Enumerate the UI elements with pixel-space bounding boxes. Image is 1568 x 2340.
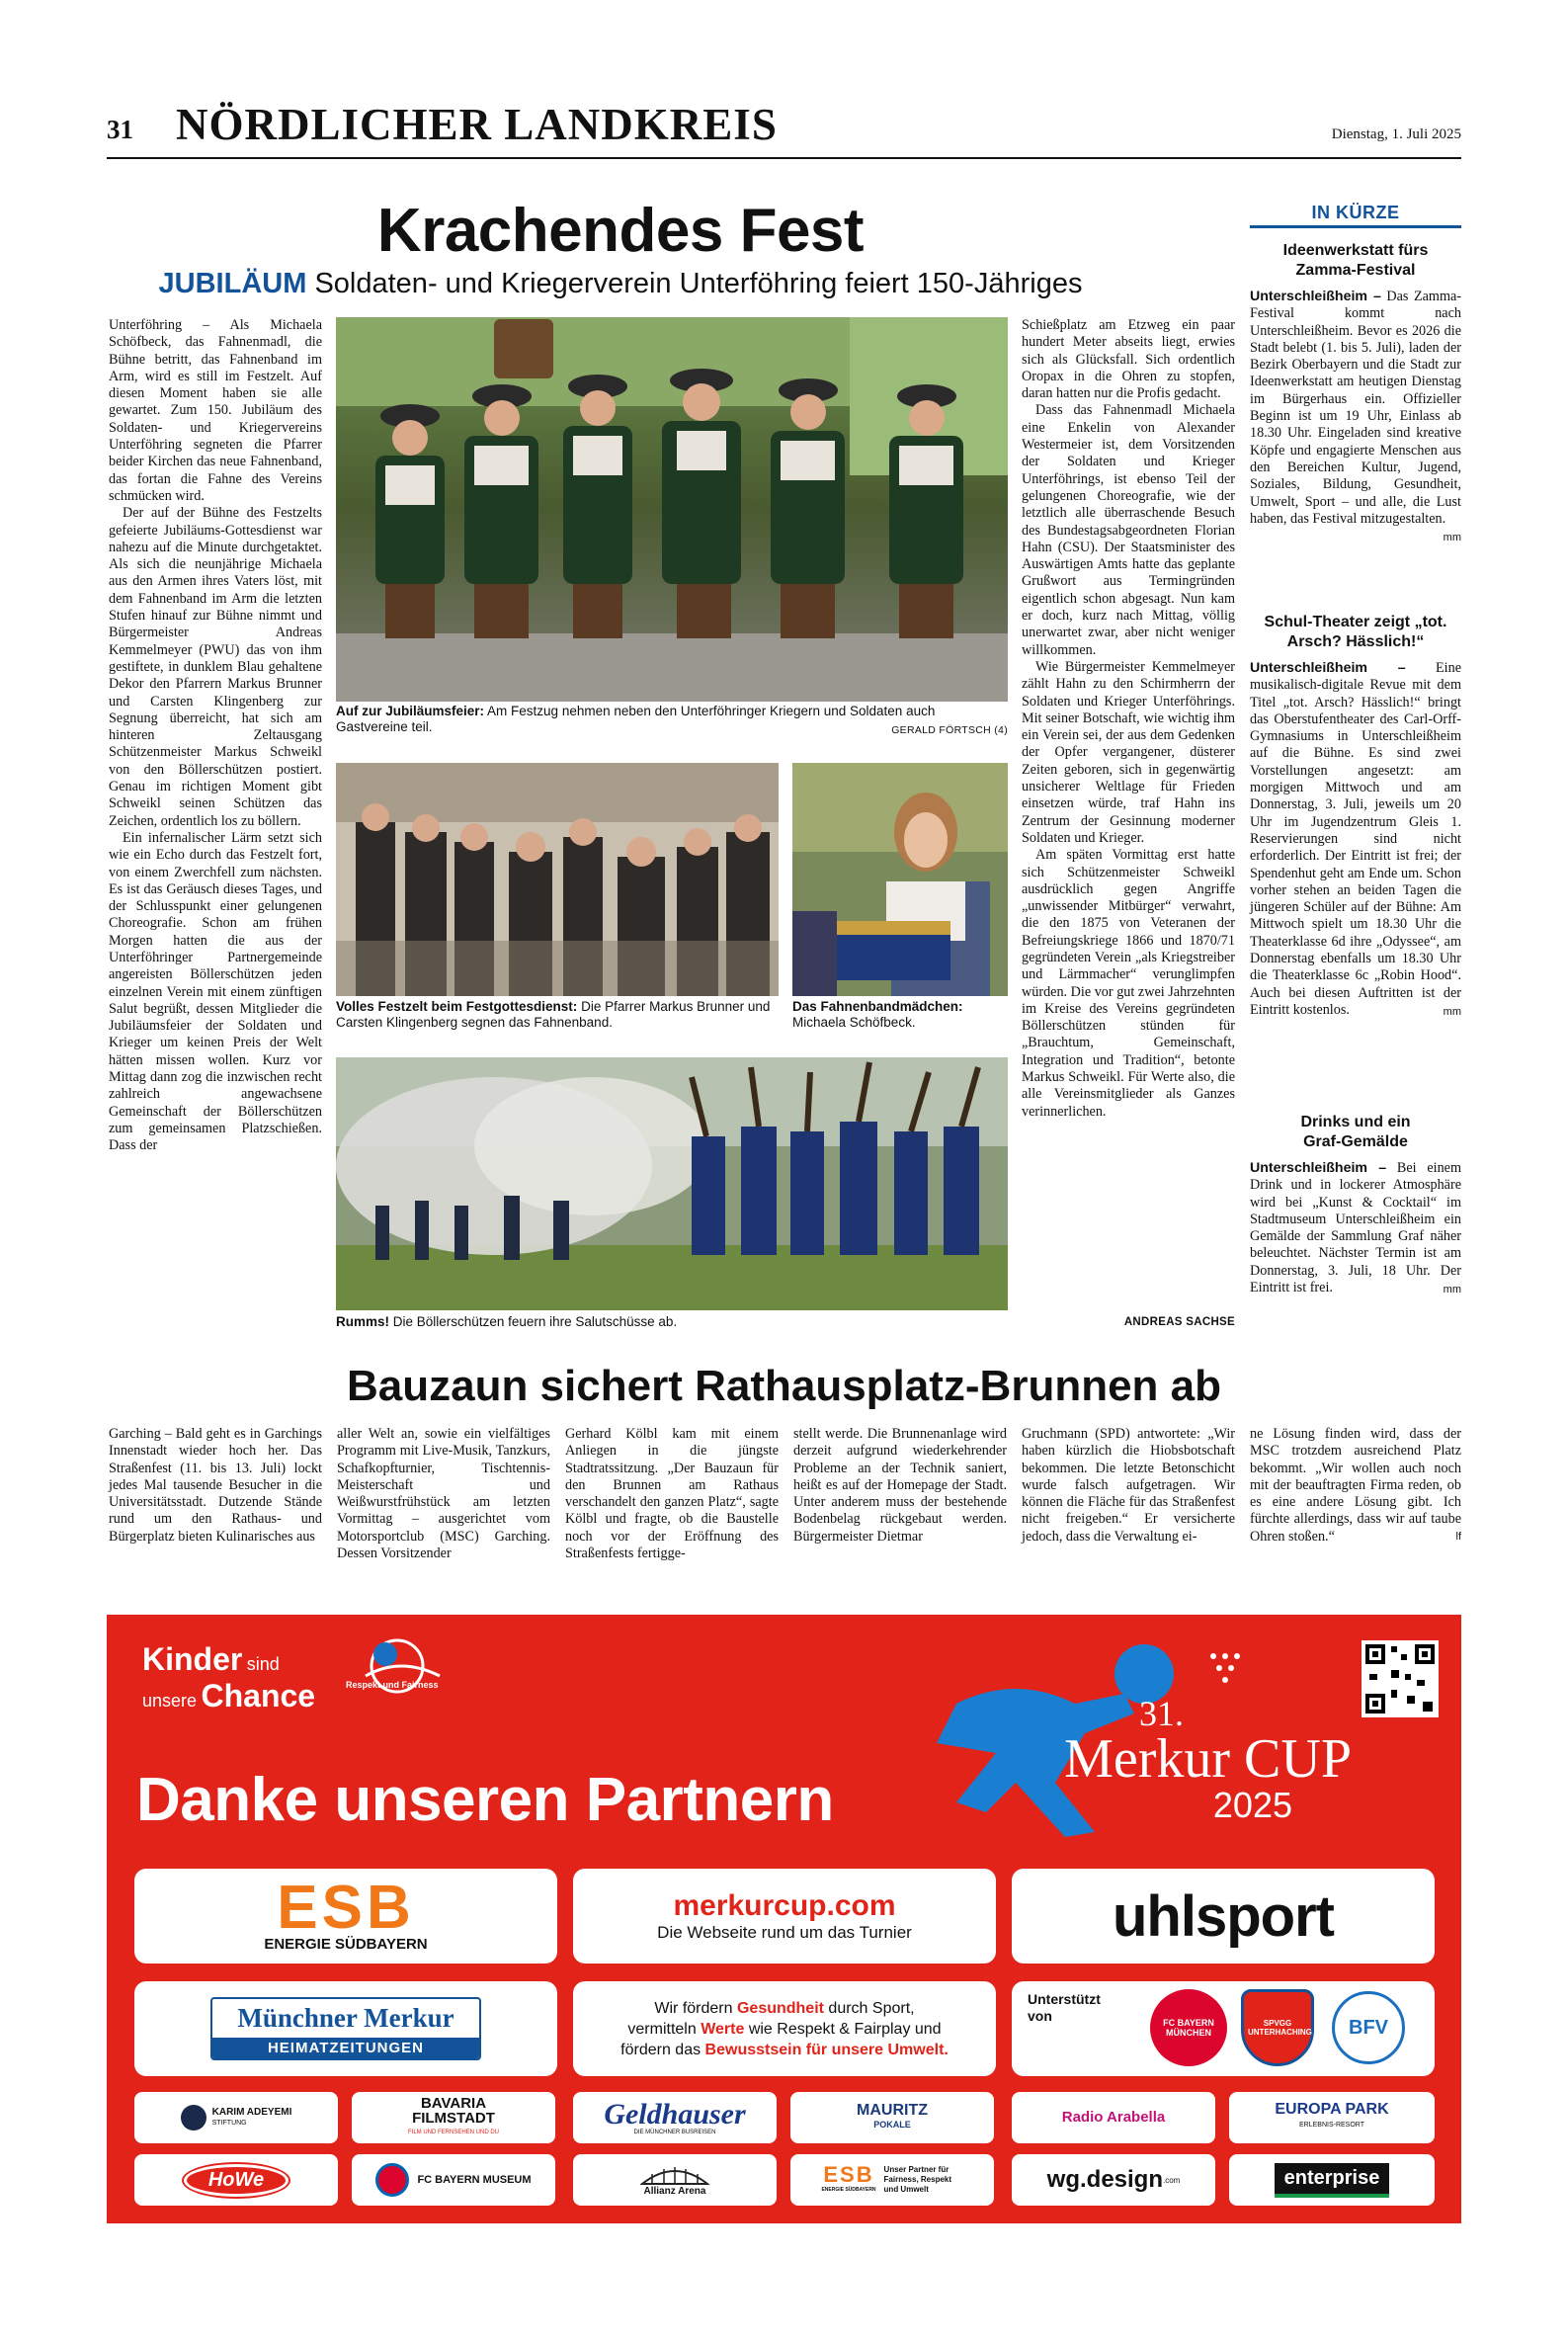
- website-url[interactable]: merkurcup.com: [673, 1889, 896, 1922]
- geldhauser-tile[interactable]: [573, 2092, 777, 2143]
- brief-headline: Ideenwerkstatt fürs Zamma-Festival: [1282, 242, 1429, 279]
- article2-headline: Bauzaun sichert Rathausplatz-Brunnen ab: [346, 1362, 1221, 1410]
- article-paragraph: Unterföhring – Als Michaela Schöfbeck, das Fahnenmadl, die Bühne betritt, das Fahnenband im Arm, wird es still im Festzelt. Auf diesen Moment haben sie alle gewartet. Zum 150. Jubiläum des Soldaten- und Kriegervereins Unterföhring segneten die Pfarrer beider Kirchen das neue Fahnenband, das fortan die Fahne des Vereins schmücken wird.: [109, 317, 322, 504]
- article-paragraph: Schießplatz am Etzweg ein paar hundert Meter abseits liegt, erwies sich als Glücksfall. Sich ordentlich Oropax in die Ohren zu stopfen, daran hatten nur die Profis gedacht.: [1022, 317, 1235, 402]
- article-paragraph: Am späten Vormittag erst hatte sich Schützenmeister Schweikl ausdrücklich gegen Angriffe „unwissender Mitbürger“ verwahrt, die den 1875 von Veteranen der Befreiungskriege 1866 und 1870/71 gegründeten Verein „als Kriegstreiber und Lärmmacher“ verunglimpfen würden. Die vor gut zwei Jahrzehnten im Kreise des Vereins gegründeten Böllerschützen stünden für „Brauchtum, Gemeinschaft, Integration und Tradition“, betonte Markus Schweikl. Für Werte also, die alle Vereinsmitglieder als Ganzes verinnerlichen.: [1022, 847, 1235, 1120]
- cup-edition: 31.: [1139, 1694, 1184, 1733]
- respekt-fairness-logo: [346, 1636, 454, 1706]
- mauritz-pokale-tile[interactable]: [790, 2092, 994, 2143]
- article-paragraph: Gruchmann (SPD) antwortete: „Wir haben kürzlich die Hiobsbotschaft bekommen. Die letzte Betonschicht wurde falsch aufgetragen. Wir können die Fläche für das Straßenfest nicht freigeben.“ Er versicherte jedoch, dass die Verwaltung ei-: [1022, 1426, 1235, 1545]
- wg-design-tld: .com: [1163, 2175, 1181, 2185]
- brief-lead: Unterschleißheim –: [1250, 660, 1406, 676]
- festival-tent-photo: [336, 763, 779, 996]
- salute-shooters-photo: [336, 1057, 1008, 1310]
- caption-bold: Volles Festzelt beim Festgottesdienst:: [336, 999, 578, 1014]
- esb-sponsor-tile[interactable]: [134, 1869, 557, 1964]
- enterprise-tile[interactable]: [1229, 2154, 1435, 2206]
- fcb-museum-icon: [375, 2163, 409, 2197]
- ribbon-girl-caption: [792, 999, 1008, 1031]
- fcb-text: FC BAYERN MÜNCHEN: [1163, 2018, 1214, 2038]
- mission-line: Wir fördern Gesundheit durch Sport,: [654, 1999, 915, 2017]
- supporters-tile: [1012, 1981, 1435, 2076]
- bfv-logo-icon[interactable]: [1332, 1991, 1405, 2064]
- allianz-logo: Allianz Arena: [643, 2185, 706, 2197]
- issue-date: Dienstag, 1. Juli 2025: [1331, 126, 1461, 142]
- brief-body: Das Zamma-Festival kommt nach Unterschleißheim. Bevor es 2026 die Stadt belebt (1. bis 5. Juli), laden der Bezirk Oberbayern und die Stadt zur Ideenwerkstatt am heutigen Dienstag im Bürgerhaus ein. Offizieller Beginn ist um 19 Uhr, Einlass ab 18.30 Uhr. Eingeladen sind kreative Köpfe und engagierte Menschen aus den Bereichen Kultur, Jugend, Soziales, Bildung, Gesundheit, Umwelt, Sport – und alle, die Lust haben, das Festival mitzugestalten.: [1250, 289, 1462, 527]
- enterprise-logo: enterprise: [1275, 2163, 1390, 2198]
- caption-text: Die Pfarrer Markus Brunner und Carsten Klingenberg segnen das Fahnenband.: [336, 999, 771, 1030]
- brief-signature: mm: [1443, 1005, 1461, 1018]
- article-column-4: [1022, 317, 1235, 1121]
- geldhauser-subtitle: DIE MÜNCHNER BUSREISEN: [633, 2130, 716, 2135]
- qr-code-icon[interactable]: [1362, 1640, 1439, 1717]
- caption-text: Am Festzug nehmen neben den Unterföhringer Kriegern und Soldaten auch Gastvereine teil.: [336, 704, 936, 734]
- europa-park-tile[interactable]: [1229, 2092, 1435, 2143]
- esb-logo: ESB: [277, 1873, 415, 1942]
- article2-column-3: [565, 1426, 779, 1562]
- article-paragraph: ne Lösung finden wird, dass der MSC trotzdem ausreichend Platz bekommt. „Wir wollen auch noch mit der beauftragten Firma reden, ob es eine andere Lösung gibt. Ich fürchte allerdings, dass wir auf taube Ohren stoßen.“: [1250, 1426, 1461, 1545]
- sidebar-brief-2: [1250, 613, 1461, 1021]
- fcb-logo-icon[interactable]: [1150, 1989, 1227, 2066]
- photo-credit: GERALD FÖRTSCH (4): [891, 724, 1008, 736]
- website-subtitle: Die Webseite rund um das Turnier: [657, 1923, 912, 1942]
- merkurcup-website-tile[interactable]: [573, 1869, 996, 1964]
- geldhauser-logo: Geldhauser: [604, 2098, 746, 2131]
- brief-lead: Unterschleißheim –: [1250, 289, 1381, 304]
- sidebar-brief-1: [1250, 241, 1461, 546]
- brief-body: Bei einem Drink und in lockerer Atmosphäre wird bei „Kunst & Cocktail“ im Stadtmuseum Unterschleißheim ein Gemälde der Sammlung Graf näher beleuchtet. Nächster Termin ist am Donnerstag, 3. Juli, 18 Uhr. Der Eintritt ist frei.: [1250, 1160, 1462, 1296]
- mauritz-logo: MAURITZ: [857, 2102, 928, 2119]
- parade-photo: [336, 317, 1008, 702]
- mauritz-subtitle: POKALE: [873, 2120, 911, 2130]
- karim-icon: [181, 2105, 206, 2131]
- article-paragraph: Der auf der Bühne des Festzelts gefeierte Jubiläums-Gottesdienst war nahezu auf die Minute durchgetaktet. Als sich die neunjährige Michaela aus den Armen ihres Vaters löst, mit dem Fahnenband im Arm die letzten Stufen hinauf zur Bühne nimmt und Bürgermeister Andreas Kemmelmeyer (PWU) das von ihm gestiftete, in dunklem Blau gehaltene Dekor den Pfarrern Markus Brunner und Carsten Klingenberg zur Segnung überreicht, hat sich am hinteren Zeltausgang Schützenmeister Markus Schweikl von den Böllerschützen postiert. Genau im richtigen Moment gibt Schweikl seinen Schützen das Zeichen, ordentlich los zu böllern.: [109, 505, 322, 829]
- article2-column-5: [1022, 1426, 1235, 1546]
- caption-text: Michaela Schöfbeck.: [792, 1015, 916, 1030]
- bfv-text: BFV: [1349, 2016, 1388, 2039]
- europa-park-subtitle: ERLEBNIS-RESORT: [1299, 2122, 1364, 2129]
- sidebar-rule: [1250, 225, 1461, 228]
- article-paragraph: aller Welt an, sowie ein vielfältiges Programm mit Live-Musik, Tanzkurs, Schafkopfturnier, Tischtennis-Meisterschaft und Weißwurstfrühstück am letzten Vormittag – ausgerichtet vom Motorsportclub (MSC) Garching. Dessen Vorsitzender: [337, 1426, 550, 1562]
- wg-design-tile[interactable]: [1012, 2154, 1215, 2206]
- fcb-museum-tile[interactable]: [352, 2154, 555, 2206]
- article-kicker: JUBILÄUM: [158, 268, 307, 299]
- arena-icon: [640, 2164, 709, 2186]
- kinder-word: unsere: [142, 1691, 198, 1711]
- cup-year: 2025: [1212, 1785, 1292, 1825]
- howe-logo: HoWe: [184, 2164, 289, 2197]
- caption-bold: Auf zur Jubiläumsfeier:: [336, 704, 485, 718]
- brief-headline: Schul-Theater zeigt „tot. Arsch? Hässlich!“: [1264, 614, 1447, 650]
- salute-shooters-caption: [336, 1314, 1008, 1330]
- esb-partner-tile[interactable]: [790, 2154, 994, 2206]
- merkur-cup-logo: [1026, 1696, 1352, 1824]
- spvgg-logo-icon[interactable]: [1241, 1989, 1314, 2066]
- kinder-chance-logo: [142, 1641, 316, 1717]
- mission-line: fördern das Bewusstsein für unsere Umwelt.: [620, 2041, 949, 2058]
- uhlsport-logo: uhlsport: [1113, 1883, 1334, 1949]
- brief-signature: mm: [1443, 532, 1461, 544]
- bavaria-logo: BAVARIA FILMSTADT: [412, 2094, 495, 2127]
- section-title: NÖRDLICHER LANDKREIS: [176, 100, 778, 149]
- article-paragraph: Garching – Bald geht es in Garchings Innenstadt wieder hoch her. Das Straßenfest (11. bis 13. Juli) lockt jedes Mal tausende Besucher in die Universitätsstadt. Dutzende Stände rund um den Rathaus- und Bürgerplatz bieten Kulinarisches aus: [109, 1426, 322, 1545]
- supported-by-label: Unterstützt von: [1028, 1991, 1101, 2024]
- cup-name: Merkur CUP: [1064, 1728, 1352, 1790]
- bavaria-subtitle: FILM UND FERNSEHEN UND DU: [407, 2129, 499, 2135]
- article2-column-1: [109, 1426, 322, 1546]
- sponsor-ad: [107, 1615, 1461, 2223]
- ribbon-girl-photo: [792, 763, 1008, 996]
- article-signature: lf: [1455, 1530, 1461, 1543]
- article-author: ANDREAS SACHSE: [1123, 1316, 1235, 1328]
- brief-headline: Drinks und ein Graf-Gemälde: [1300, 1114, 1411, 1150]
- mission-line: vermitteln Werte wie Respekt & Fairplay und: [627, 2020, 942, 2038]
- kinder-word: Chance: [201, 1678, 316, 1713]
- brief-body: Eine musikalisch-digitale Revue mit dem Titel „tot. Arsch? Hässlich!“ bringt das Oberstufentheater des Carl-Orff-Gymnasiums in Unterschleißheim auf die Bühne. Es sind zwei Vorstellungen angesetzt: am morgigen Mittwoch und am Donnerstag, 3. Juli, jeweils um 20 Uhr im Jugendzentrum Gleis 1. Reservierungen sind nicht erforderlich. Der Eintritt ist frei; der Spendenhut geht am Ende um. Schon vorher stehen an beiden Tagen die jüngeren Schüler auf der Bühne: Am Mittwoch spielt um 18.30 Uhr die Theaterklasse 6d ihre „Odyssee“, am Donnerstag ebenfalls um 18.30 Uhr die Theaterklasse 6c „Robin Hood“. Auch bei diesen Auftritten ist der Eintritt kostenlos.: [1250, 660, 1461, 1018]
- article-paragraph: Wie Bürgermeister Kemmelmeyer zählt Hahn zu den Schirmherrn der Soldaten und Krieger Unterföhrings. Mit seiner Botschaft, wie wichtig ihm ein Verein sei, der aus dem Gedenken der Opfer vergangener, düsterer Zeiten geboren, sich in gegenwärtig unsicherer Weltlage für Frieden einsetzen würde, traf Hahn ins Zentrum der Gesinnung moderner Soldaten und Krieger.: [1022, 658, 1235, 846]
- arabella-logo: Radio Arabella: [1061, 2109, 1166, 2126]
- brief-lead: Unterschleißheim –: [1250, 1160, 1387, 1176]
- article-paragraph: Dass das Fahnenmadl Michaela eine Enkelin von Alexander Westermeier ist, dem Vorsitzenden der Soldaten und Krieger Unterföhrings, ist ebenso Teil der gelungenen Choreografie, wie der letztlich alle überraschende Besuch des Bundestagsabgeordneten Florian Hahn (CSU). Der Staatsminister des Auswärtigen Amts hatte das geplante Grußwort aus Termingründen eigentlich schon abgesagt. Nun kam er doch, kurz nach Mittag, völlig unerwartet zwar, aber nicht weniger willkommen.: [1022, 402, 1235, 658]
- sidebar-brief-3: [1250, 1113, 1461, 1298]
- article2-column-4: [793, 1426, 1007, 1546]
- europa-park-logo: EUROPA PARK: [1275, 2101, 1389, 2118]
- kinder-word: sind: [246, 1654, 280, 1674]
- uhlsport-sponsor-tile[interactable]: [1012, 1869, 1435, 1964]
- muenchner-merkur-tile[interactable]: [134, 1981, 557, 2076]
- article2-column-6: [1250, 1426, 1461, 1546]
- esb-subtitle: ENERGIE SÜDBAYERN: [264, 1935, 428, 1953]
- esb-partner-text: Unser Partner für Fairness, Respekt und Umwelt: [883, 2165, 952, 2194]
- wg-design-logo: wg.design: [1046, 2166, 1163, 2193]
- article-column-1: [109, 317, 322, 1155]
- esb-small-logo: ESB: [823, 2162, 874, 2187]
- article2-column-2: [337, 1426, 550, 1562]
- mm-logo: Münchner Merkur: [237, 2003, 454, 2033]
- karim-subtitle: STIFTUNG: [211, 2120, 247, 2127]
- spvgg-text: SPVGG UNTERHACHING: [1248, 2019, 1312, 2037]
- mm-subtitle: HEIMATZEITUNGEN: [212, 2038, 479, 2058]
- article-paragraph: stellt werde. Die Brunnenanlage wird derzeit aufgrund wiederkehrender Probleme an der Technik saniert, heißt es auf der Homepage der Stadt. Unter anderem muss der bestehende Bodenbelag rückgebaut werden. Bürgermeister Dietmar: [793, 1426, 1007, 1545]
- allianz-arena-tile[interactable]: [573, 2154, 777, 2206]
- caption-text: Die Böllerschützen feuern ihre Salutschüsse ab.: [392, 1314, 678, 1329]
- article-paragraph: Gerhard Kölbl kam mit einem Anliegen in die jüngste Stadtratssitzung. „Der Bauzaun für den Brunnen am Rathaus verschandelt den ganzen Platz“, sagte Kölbl und fragte, ob die Baustelle noch vor der Eröffnung des Straßenfests fertigge-: [565, 1426, 779, 1562]
- festival-tent-caption: [336, 999, 779, 1031]
- radio-arabella-tile[interactable]: [1012, 2092, 1215, 2143]
- sidebar-title: IN KÜRZE: [1311, 203, 1400, 222]
- respekt-ball-icon: [346, 1636, 454, 1706]
- howe-tile[interactable]: [134, 2154, 338, 2206]
- article-headline: Krachendes Fest: [376, 197, 865, 265]
- caption-bold: Rumms!: [336, 1314, 390, 1329]
- ad-slogan: Danke unseren Partnern: [136, 1766, 834, 1834]
- article-paragraph: Ein infernalischer Lärm setzt sich wie ein Echo durch das Festzelt fort, von einem Zwerchfell zum nächsten. Es ist das Geräusch dieses Tages, und der Schlusspunkt einer gelungenen Choreografie. Schon am frühen Morgen hatten die aus der Unterföhringer Partnergemeinde angereisten Böllerschützen jeden einzelnen Verein mit einem zünftigen Salut begrüßt, dessen Mitglieder die Jubiläumsfeier der Soldaten und Krieger um keinen Preis der Welt hätten missen wollen. Kurz vor Mittag dann zog die inzwischen recht zahlreich angewachsene Gemeinschaft der Böllerschützen zum gemeinsamen Platzschießen. Dass der: [109, 829, 322, 1154]
- caption-bold: Das Fahnenbandmädchen:: [792, 999, 963, 1014]
- esb-small-subtitle: ENERGIE SÜDBAYERN: [821, 2187, 876, 2193]
- respekt-text: Respekt und Fairness: [346, 1680, 439, 1690]
- page-number: 31: [107, 115, 133, 144]
- dot-grid-icon: [1205, 1648, 1245, 1692]
- karim-adeyemi-tile[interactable]: [134, 2092, 338, 2143]
- bavaria-filmstadt-tile[interactable]: [352, 2092, 555, 2143]
- brief-signature: mm: [1443, 1284, 1461, 1296]
- header-rule: [107, 157, 1461, 159]
- karim-logo: KARIM ADEYEMI: [211, 2107, 292, 2118]
- mission-message-tile: [573, 1981, 996, 2076]
- article-subtitle: Soldaten- und Kriegerverein Unterföhring feiert 150-Jähriges: [314, 268, 1083, 299]
- fcb-museum-logo: FC BAYERN MUSEUM: [417, 2174, 532, 2186]
- kinder-word: Kinder: [142, 1641, 243, 1677]
- article-subheadline: [107, 268, 1134, 300]
